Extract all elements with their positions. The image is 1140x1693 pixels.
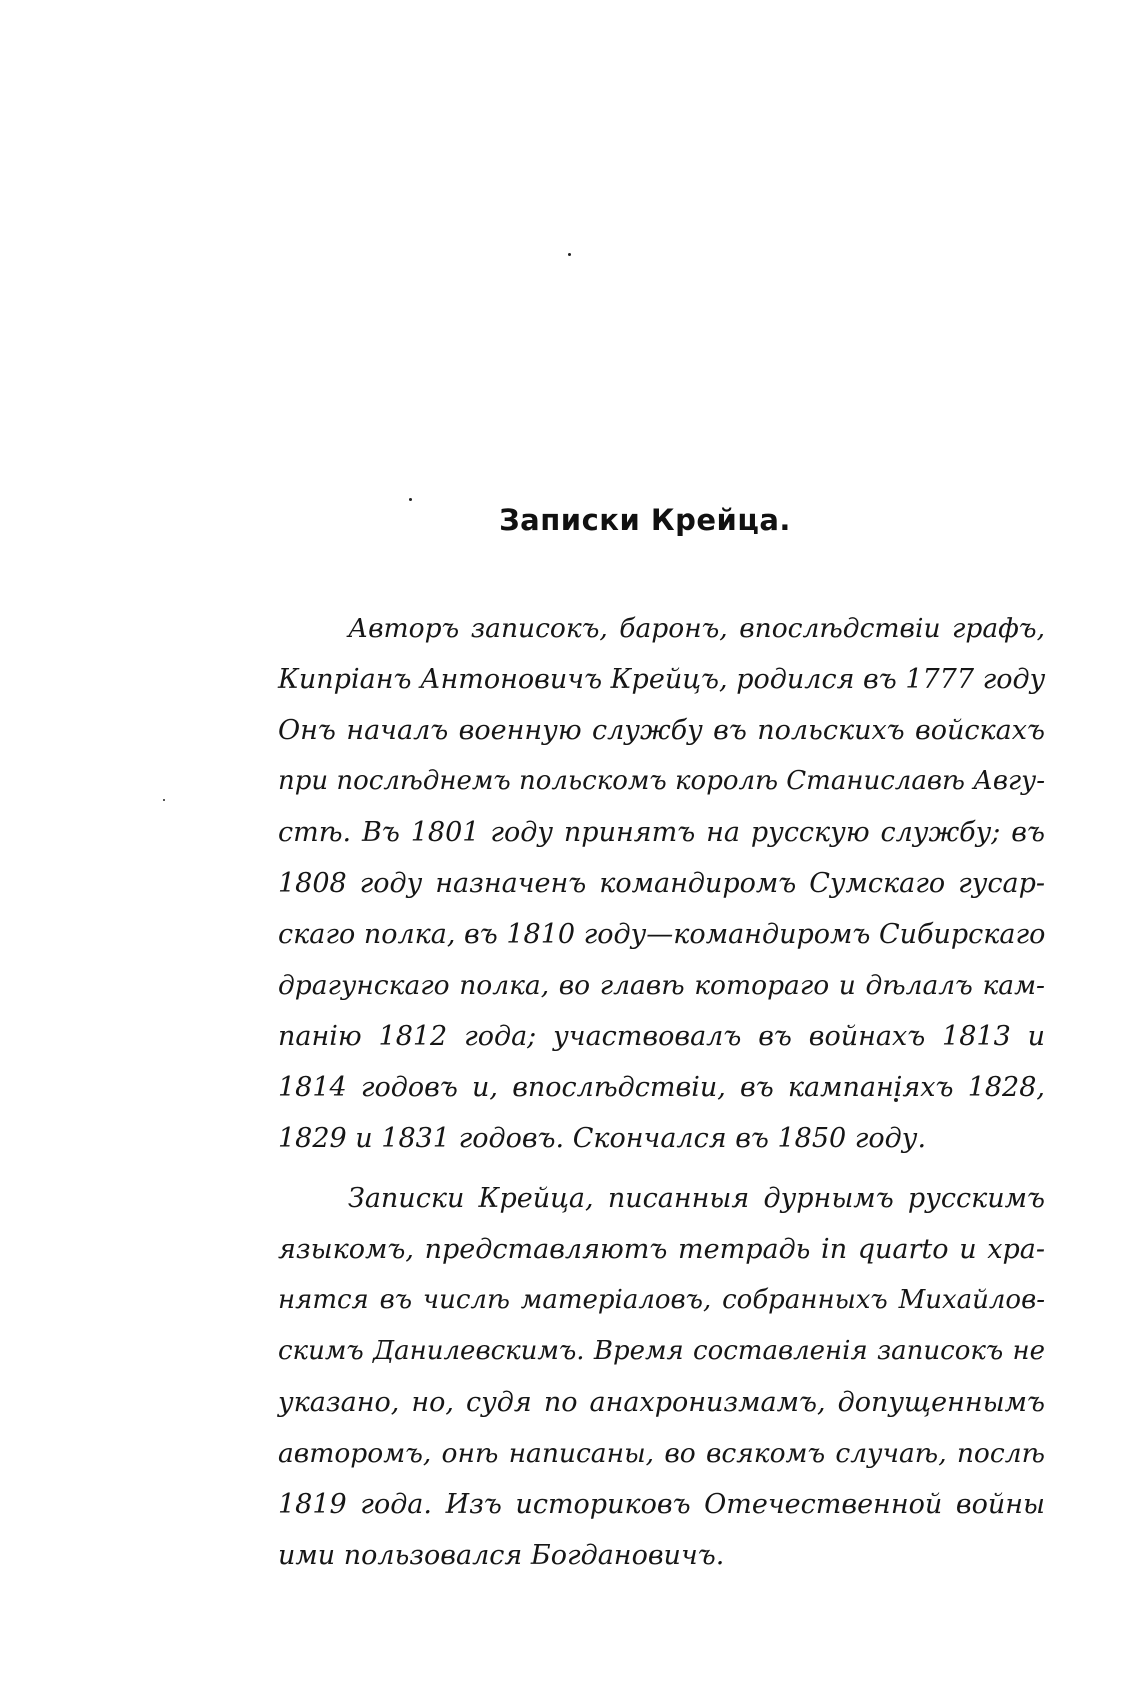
text-line: стѣ. Въ 1801 году принятъ на русскую службу; въ — [278, 817, 1045, 848]
text-line: языкомъ, представляютъ тетрадь in quarto и хра- — [278, 1234, 1045, 1265]
text-line: ими пользовался Богдановичъ. — [278, 1540, 725, 1571]
text-line: при послѣднемъ польскомъ королѣ Станиславѣ Авгу- — [278, 766, 1045, 796]
text-line: скимъ Данилевскимъ. Время составленія записокъ не — [278, 1336, 1045, 1366]
body-text — [278, 603, 1045, 1581]
paragraph-1 — [278, 603, 1045, 1164]
page-title: Записки Крейца. — [499, 503, 791, 537]
text-line: Авторъ записокъ, баронъ, впослѣдствіи графъ, — [348, 613, 1045, 644]
text-line: драгунскаго полка, во главѣ котораго и дѣлалъ кам- — [278, 970, 1045, 1001]
scan-speck — [568, 253, 571, 256]
paragraph-2 — [278, 1173, 1045, 1581]
text-line: 1808 году назначенъ командиромъ Сумскаго гусар- — [278, 868, 1045, 899]
text-line: Кипріанъ Антоновичъ Крейцъ, родился въ 1777 году — [278, 664, 1046, 695]
text-line: Записки Крейца, писанныя дурнымъ русскимъ — [348, 1183, 1045, 1214]
text-line: 1819 года. Изъ историковъ Отечественной войны — [278, 1489, 1045, 1520]
text-line: панію 1812 года; участвовалъ въ войнахъ 1813 и — [278, 1021, 1045, 1052]
text-line: Онъ началъ военную службу въ польскихъ войскахъ — [278, 715, 1045, 746]
text-line: скаго полка, въ 1810 году—командиромъ Сибирскаго — [278, 919, 1046, 950]
scan-speck — [163, 799, 165, 801]
text-line: авторомъ, онѣ написаны, во всякомъ случаѣ, послѣ — [278, 1438, 1045, 1469]
text-line: 1829 и 1831 годовъ. Скончался въ 1850 году. — [278, 1123, 927, 1154]
text-line: нятся въ числѣ матеріаловъ, собранныхъ Михайлов- — [278, 1285, 1045, 1315]
text-line: 1814 годовъ и, впослѣдствіи, въ кампаніяхъ 1828, — [278, 1072, 1045, 1103]
text-line: указано, но, судя по анахронизмамъ, допущеннымъ — [278, 1387, 1045, 1418]
